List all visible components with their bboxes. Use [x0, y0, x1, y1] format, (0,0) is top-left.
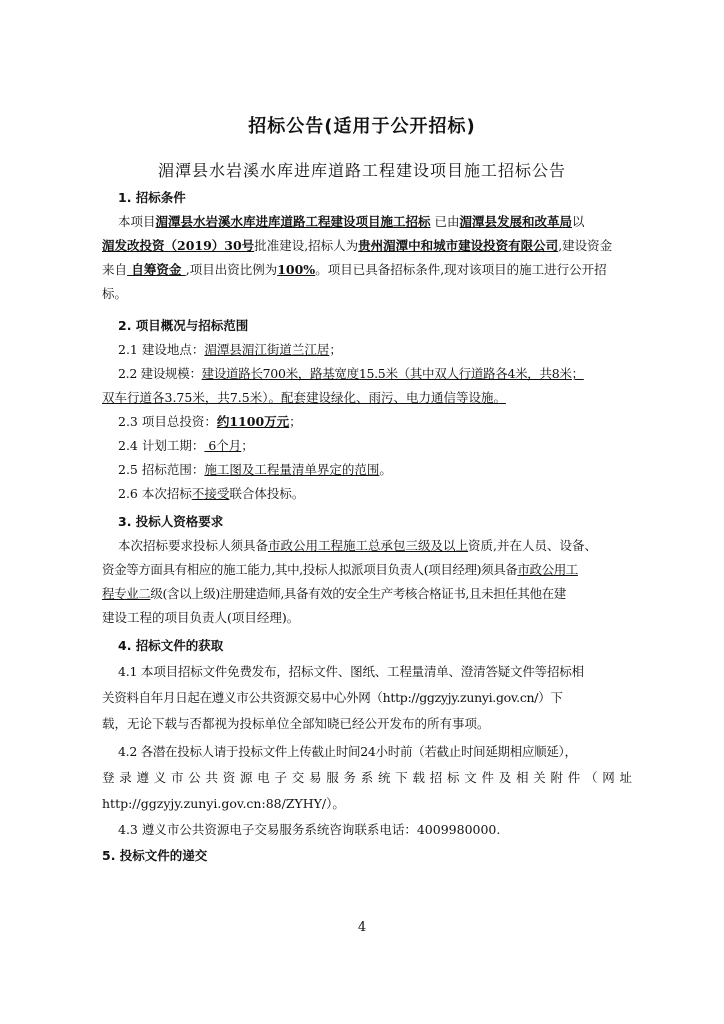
- text: ,项目出资比例为: [185, 262, 278, 277]
- item-4-1-line-1: 4.1 本项目招标文件免费发布，招标文件、图纸、工程量清单、澄清答疑文件等招标相: [118, 664, 584, 679]
- text: 已由: [430, 214, 460, 229]
- text: 2.1 建设地点：: [118, 342, 205, 357]
- tenderer-name: 贵州湄潭中和城市建设投资有限公司: [358, 238, 559, 253]
- item-2-6: [118, 486, 632, 502]
- section-3-line-1: [118, 538, 632, 554]
- page-subtitle: 湄潭县水岩溪水库进库道路工程建设项目施工招标公告: [157, 161, 566, 180]
- construction-location: 湄潭县湄江街道兰江居: [204, 342, 330, 357]
- approval-number: 湄发改投资（2019）30号: [102, 238, 255, 253]
- text: 2.4 计划工期：: [118, 438, 205, 453]
- section-5-heading: 5. 投标文件的递交: [102, 848, 208, 863]
- text: 以: [572, 214, 585, 229]
- text: 本次招标要求投标人须具备: [118, 538, 269, 553]
- text: 级(含以上级)注册建造师,具备有效的安全生产考核合格证书,且未担任其他在建: [150, 586, 566, 601]
- item-4-2-line-2: 登录遵义市公共资源电子交易服务系统下载招标文件及相关附件（网址: [102, 770, 632, 785]
- section-1-line-1: [118, 214, 632, 230]
- section-3-line-3: [102, 586, 632, 602]
- project-name: 湄潭县水岩溪水库进库道路工程建设项目施工招标: [155, 214, 431, 229]
- funding-source: 自筹资金: [127, 262, 186, 277]
- text: 2.6 本次招标: [118, 486, 192, 501]
- manager-qualification: 市政公用工: [517, 562, 578, 577]
- section-3-line-4: 建设工程的项目负责人(项目经理)。: [102, 610, 300, 625]
- page-title: 招标公告(适用于公开招标): [248, 116, 476, 137]
- planned-duration: 6个月: [204, 438, 242, 453]
- page-number: 4: [357, 920, 367, 935]
- item-4-2-line-3: http://ggzyjy.zunyi.gov.cn:88/ZYHY/）。: [102, 796, 345, 811]
- item-4-1-line-2: 关资料自年月日起在遵义市公共资源交易中心外网（http://ggzyjy.zunyi.gov.cn/）下: [102, 690, 563, 705]
- item-4-2-line-1: 4.2 各潜在投标人请于投标文件上传截止时间24小时前（若截止时间延期相应顺延），: [118, 744, 577, 759]
- total-investment: 约1100万元: [216, 414, 290, 429]
- text: ；: [289, 414, 302, 429]
- section-2-heading: 2. 项目概况与招标范围: [118, 318, 249, 333]
- item-2-2-continued: [102, 390, 632, 406]
- text: 。: [379, 462, 392, 477]
- construction-scale: 建设道路长700米，路基宽度15.5米（其中双人行道路各4米，共8米；: [201, 366, 584, 381]
- item-2-2: [118, 366, 632, 382]
- section-3-line-2: [102, 562, 632, 578]
- section-1-line-2: [102, 238, 632, 254]
- item-2-4: [118, 438, 632, 454]
- text: 本项目: [118, 214, 156, 229]
- item-2-5: [118, 462, 632, 478]
- text: 2.3 项目总投资：: [118, 414, 217, 429]
- construction-scale-continued: 双车行道各3.75米，共7.5米）。配套建设绿化、雨污、电力通信等设施。: [102, 390, 506, 405]
- section-1-line-4: 标。: [102, 286, 128, 301]
- consortium-acceptance: 不接受: [191, 486, 230, 501]
- text: ；: [329, 342, 342, 357]
- text: 资金等方面具有相应的施工能力,其中,投标人拟派项目负责人(项目经理)须具备: [102, 562, 518, 577]
- text: 资质,并在人员、设备、: [468, 538, 598, 553]
- section-1-heading: 1. 招标条件: [118, 190, 186, 205]
- section-4-heading: 4. 招标文件的获取: [118, 638, 224, 653]
- text: 批准建设,招标人为: [254, 238, 359, 253]
- funding-ratio: 100%: [277, 262, 316, 277]
- text: 联合体投标。: [229, 486, 305, 501]
- item-2-3: [118, 414, 632, 430]
- text: 2.2 建设规模：: [118, 366, 202, 381]
- text: ,建设资金: [558, 238, 613, 253]
- text: ；: [241, 438, 254, 453]
- required-qualification: 市政公用工程施工总承包三级及以上: [268, 538, 469, 553]
- section-3-heading: 3. 投标人资格要求: [118, 514, 224, 529]
- item-4-3: 4.3 遵义市公共资源电子交易服务系统咨询联系电话：4009980000.: [118, 822, 501, 837]
- text: 。项目已具备招标条件,现对该项目的施工进行公开招: [315, 262, 607, 277]
- item-2-1: [118, 342, 632, 358]
- manager-qualification-continued: 程专业二: [102, 586, 151, 601]
- approval-authority: 湄潭县发展和改革局: [459, 214, 573, 229]
- text: 来自: [102, 262, 128, 277]
- text: 2.5 招标范围：: [118, 462, 205, 477]
- section-1-line-3: [102, 262, 632, 278]
- tender-scope: 施工图及工程量清单界定的范围: [204, 462, 380, 477]
- item-4-1-line-3: 载，无论下载与否都视为投标单位全部知晓已经公开发布的所有事项。: [102, 716, 490, 731]
